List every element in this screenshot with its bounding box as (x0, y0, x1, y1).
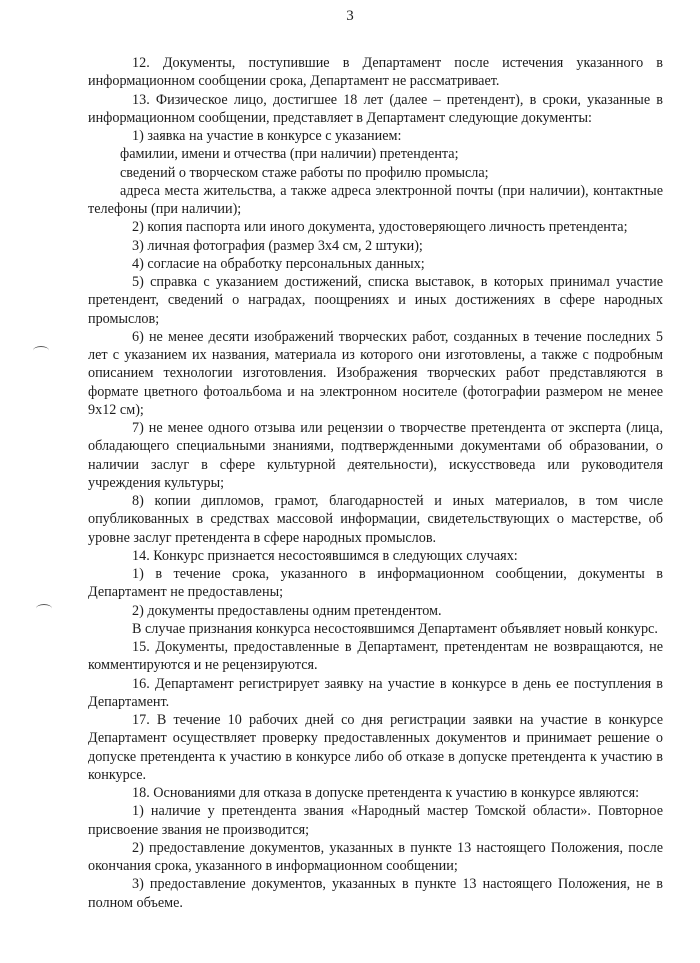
paragraph: 1) наличие у претендента звания «Народный мастер Томской области». Повторное присвоение звания не производится; (88, 803, 663, 838)
paragraph: 3) личная фотография (размер 3х4 см, 2 штуки); (132, 237, 423, 254)
paragraph: 6) не менее десяти изображений творческих работ, созданных в течение последних 5 лет с указанием их названия, материала из которого они изготовлены, а также с подробным описанием технологии изготовления. Изображения творческих работ представляются в формате цветного фотоальбома и на электронном носителе (фотографии размером не менее 9х12 см); (88, 328, 663, 418)
paragraph: 18. Основаниями для отказа в допуске претендента к участию в конкурсе являются: (132, 785, 640, 801)
paragraph: 8) копии дипломов, грамот, благодарностей и иных материалов, в том числе опубликованных в средствах массовой информации, свидетельствующих о мастерстве, об уровне заслуг претендента в сфере народных промыслов. (88, 493, 663, 546)
paragraph: В случае признания конкурса несостоявшимся Департамент объявляет новый конкурс. (132, 620, 658, 637)
paragraph: 4) согласие на обработку персональных данных; (132, 255, 425, 272)
paragraph: 12. Документы, поступившие в Департамент после истечения указанного в информационном сообщении срока, Департамент не рассматривает. (88, 55, 663, 90)
paragraph: 2) предоставление документов, указанных в пункте 13 настоящего Положения, после окончания срока, указанного в информационном сообщении; (88, 839, 663, 874)
scan-mark-2 (36, 604, 52, 613)
paragraph: 3) предоставление документов, указанных в пункте 13 настоящего Положения, не в полном объеме. (88, 876, 663, 911)
paragraph: 1) заявка на участие в конкурсе с указанием: (132, 128, 402, 144)
paragraph: 5) справка с указанием достижений, списка выставок, в которых принимал участие претендент, сведений о наградах, поощрениях и иных достижениях в сфере народных промыслов; (88, 274, 663, 327)
paragraph: адреса места жительства, а также адреса электронной почты (при наличии), контактные телефоны (при наличии); (88, 182, 663, 217)
paragraph: 2) документы предоставлены одним претендентом. (132, 602, 442, 619)
paragraph: 13. Физическое лицо, достигшее 18 лет (далее – претендент), в сроки, указанные в информационном сообщении, представляет в Департамент следующие документы: (88, 91, 663, 126)
paragraph: 14. Конкурс признается несостоявшимся в следующих случаях: (132, 547, 518, 564)
scan-mark-1 (33, 346, 49, 355)
paragraph: 16. Департамент регистрирует заявку на участие в конкурсе в день ее поступления в Департамент. (88, 675, 663, 710)
document-body (88, 54, 663, 912)
paragraph: 7) не менее одного отзыва или рецензии о творчестве претендента от эксперта (лица, обладающего специальными знаниями, подтвержденными документами об образовании, о наличии заслуг в сфере культурной деятельности), искусствоведа или руководителя учреждения культуры; (88, 420, 663, 491)
paragraph: сведений о творческом стаже работы по профилю промысла; (120, 164, 489, 181)
page-number: 3 (346, 8, 354, 24)
paragraph: фамилии, имени и отчества (при наличии) претендента; (120, 146, 459, 163)
paragraph: 2) копия паспорта или иного документа, удостоверяющего личность претендента; (132, 219, 628, 236)
paragraph: 17. В течение 10 рабочих дней со дня регистрации заявки на участие в конкурсе Департамент осуществляет проверку предоставленных документов и принимает решение о допуске претендента к участию в конкурсе либо об отказе в допуске претендента к участию в конкурсе. (88, 712, 663, 783)
paragraph: 15. Документы, предоставленные в Департамент, претендентам не возвращаются, не комментируются и не рецензируются. (88, 639, 663, 674)
paragraph: 1) в течение срока, указанного в информационном сообщении, документы в Департамент не предоставлены; (88, 566, 663, 601)
